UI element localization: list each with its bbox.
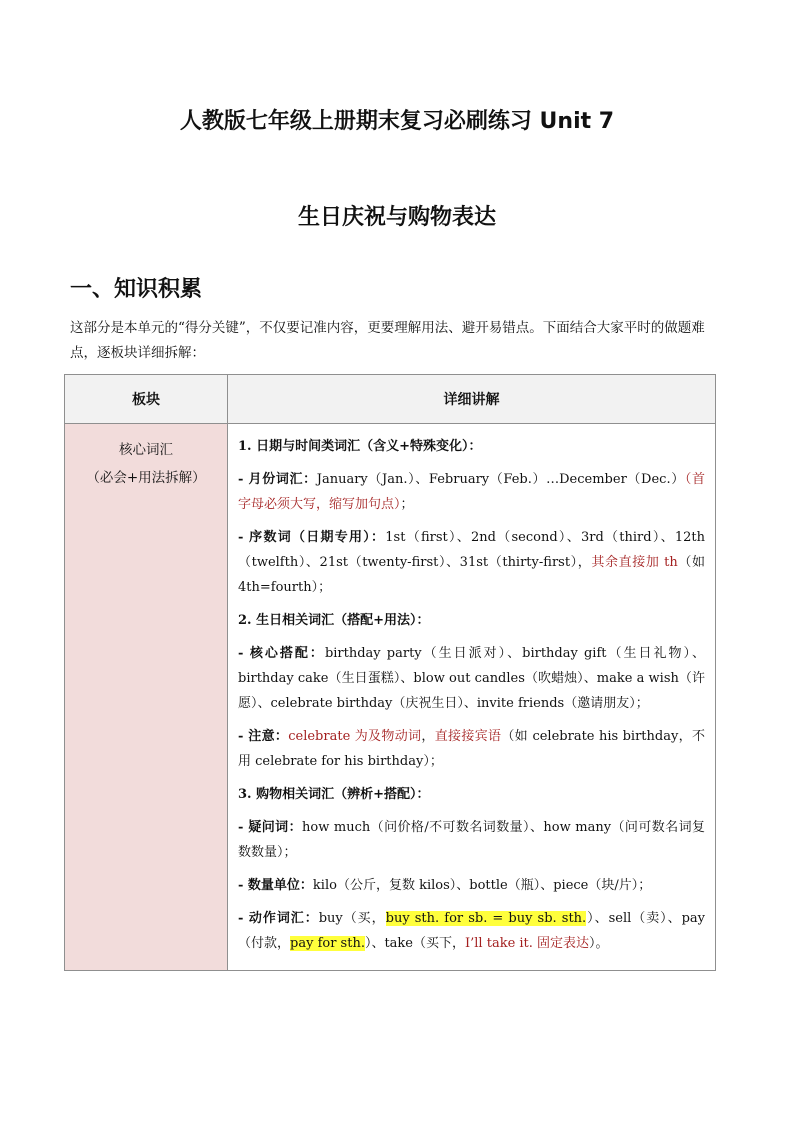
knowledge-table (64, 374, 716, 971)
ordinal-end: （如 4th=fourth）； (238, 555, 705, 595)
verb-text-3: ）、take（买下， (364, 936, 465, 951)
verb-label: - 动作词汇： (238, 911, 319, 926)
note-red-1: celebrate 为及物动词 (288, 729, 422, 744)
core-label: - 核心搭配： (238, 646, 325, 661)
months-label: - 月份词汇： (238, 472, 317, 487)
document-subtitle: 生日庆祝与购物表达 (297, 205, 496, 230)
verb-item (238, 906, 705, 956)
block-name-cell (65, 424, 228, 971)
intro-paragraph: 这部分是本单元的“得分关键”，不仅要记准内容，更要理解用法、避开易错点。下面结合大家平时的做题难点，逐板块详细拆解： (70, 320, 705, 361)
block-subname: （必会+用法拆解） (86, 470, 206, 486)
verb-highlight-1: buy sth. for sb. = buy sb. sth. (385, 911, 587, 926)
table-row (65, 424, 716, 971)
question-word-item (238, 815, 705, 865)
detail-cell (228, 424, 716, 971)
note-red-2: 直接接宾语 (434, 729, 502, 744)
unit-text: kilo（公斤，复数 kilos）、bottle（瓶）、piece（块/片）； (312, 878, 652, 893)
unit-item (238, 873, 705, 898)
verb-highlight-2: pay for sth. (290, 936, 365, 951)
ordinal-label: - 序数词（日期专用）： (238, 530, 386, 545)
header-block: 板块 (65, 375, 228, 424)
months-end: ； (400, 497, 414, 512)
months-text: January（Jan.）、February（Feb.）…December（Dec.） (316, 472, 685, 487)
verb-text-1: buy（买， (318, 911, 386, 926)
note-end: （如 celebrate his birthday，不用 celebrate for his birthday）； (238, 729, 705, 769)
note-sep: ， (421, 729, 435, 744)
ordinal-item (238, 525, 705, 600)
verb-text-4: ）。 (589, 936, 609, 951)
note-item (238, 724, 705, 774)
verb-red-note: I’ll take it. 固定表达 (465, 936, 590, 951)
section-2-heading: 2. 生日相关词汇（搭配+用法）： (238, 613, 430, 628)
section-3-heading: 3. 购物相关词汇（辨析+搭配）： (238, 787, 430, 802)
ordinal-note: 其余直接加 th (591, 555, 678, 570)
table-header-row (65, 375, 716, 424)
section-1-heading: 1. 日期与时间类词汇（含义+特殊变化）： (238, 439, 482, 454)
block-name: 核心词汇 (119, 442, 173, 458)
core-text: birthday party（生日派对）、birthday gift（生日礼物）、birthday cake（生日蛋糕）、blow out candles（吹蜡烛）、make a wish（许愿）、celebrate birthday（庆祝生日）、invite friends（邀请朋友）； (238, 646, 705, 711)
core-collocation-item (238, 641, 705, 716)
section-heading: 一、知识积累 (70, 277, 203, 302)
ordinal-text: 1st（first）、2nd（second）、3rd（third）、12th（twelfth）、21st（twenty-first）、31st（thirty-first）， (238, 530, 705, 570)
note-label: - 注意： (238, 729, 289, 744)
months-note: （首字母必须大写，缩写加句点） (238, 472, 705, 512)
question-label: - 疑问词： (238, 820, 303, 835)
question-text: how much（问价格/不可数名词数量）、how many（问可数名词复数数量）； (238, 820, 705, 860)
unit-label: - 数量单位： (238, 878, 313, 893)
document-title: 人教版七年级上册期末复习必刷练习 Unit 7 (179, 109, 615, 134)
header-detail: 详细讲解 (228, 375, 716, 424)
verb-text-2: ）、sell（卖）、pay（付款， (238, 911, 705, 951)
months-item (238, 467, 705, 517)
